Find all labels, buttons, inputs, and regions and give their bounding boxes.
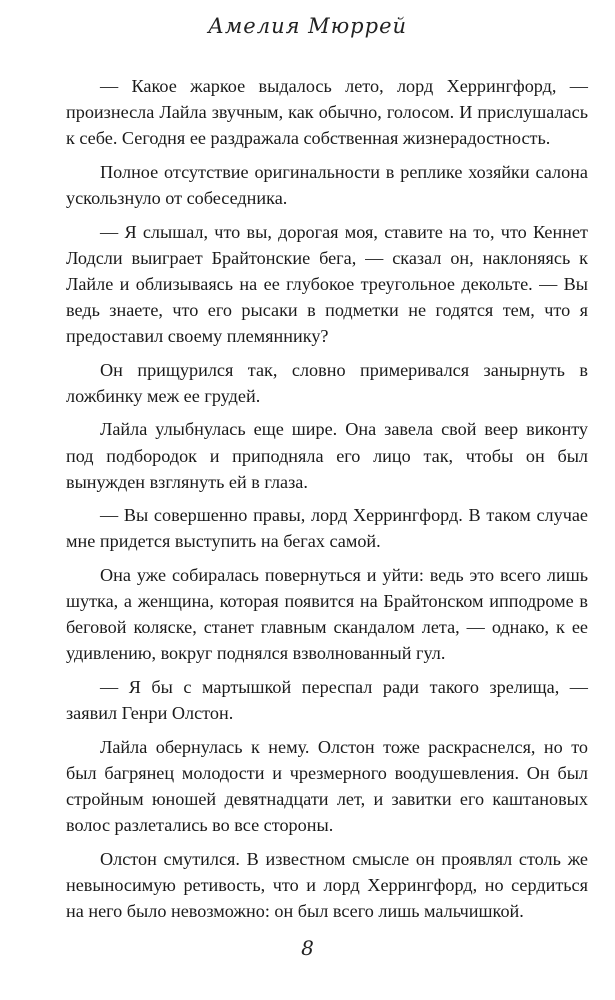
paragraph: Олстон смутился. В известном смысле он проявлял столь же невыносимую ретивость, что и лорд Херрингфорд, но сердиться на него было невозможно: он был всего лишь мальчишкой. bbox=[66, 848, 588, 922]
running-head-author: Амелия Мюррей bbox=[207, 14, 408, 38]
paragraph: — Какое жаркое выдалось лето, лорд Херрингфорд, — произнесла Лайла звучным, как обычно, голосом. И прислушалась к себе. Сегодня ее раздражала собственная жизнерадостность. bbox=[66, 76, 588, 149]
body-text bbox=[66, 73, 588, 932]
page-number: 8 bbox=[301, 936, 314, 960]
paragraph: Лайла обернулась к нему. Олстон тоже раскраснелся, но то был багрянец молодости и чрезмерного воодушевления. Он был стройным юношей девятнадцати лет, и завитки его каштановых волос разлетались во все стороны. bbox=[66, 736, 588, 836]
paragraph: Лайла улыбнулась еще шире. Она завела свой веер виконту под подбородок и приподняла его лицо так, чтобы он был вынужден взглянуть ей в глаза. bbox=[66, 419, 588, 492]
paragraph: Он прищурился так, словно примеривался занырнуть в ложбинку меж ее грудей. bbox=[66, 359, 588, 406]
paragraph: — Я слышал, что вы, дорогая моя, ставите на то, что Кеннет Лодсли выиграет Брайтонские бега, — сказал он, наклоняясь к Лайле и облизываясь на ее глубокое треугольное декольте. — Вы ведь знаете, что его рысаки в подметки не годятся тем, что я предоставил своему племяннику? bbox=[66, 221, 588, 347]
paragraph: Она уже собиралась повернуться и уйти: ведь это всего лишь шутка, а женщина, которая появится на Брайтонском ипподроме в беговой коляске, станет главным скандалом лета, — однако, к ее удивлению, вокруг поднялся взволнованный гул. bbox=[66, 565, 588, 664]
paragraph: — Я бы с мартышкой переспал ради такого зрелища, — заявил Генри Олстон. bbox=[66, 677, 588, 724]
paragraph: — Вы совершенно правы, лорд Херрингфорд. В таком случае мне придется выступить на бегах самой. bbox=[66, 505, 588, 552]
paragraph: Полное отсутствие оригинальности в реплике хозяйки салона ускользнуло от собеседника. bbox=[66, 161, 588, 209]
